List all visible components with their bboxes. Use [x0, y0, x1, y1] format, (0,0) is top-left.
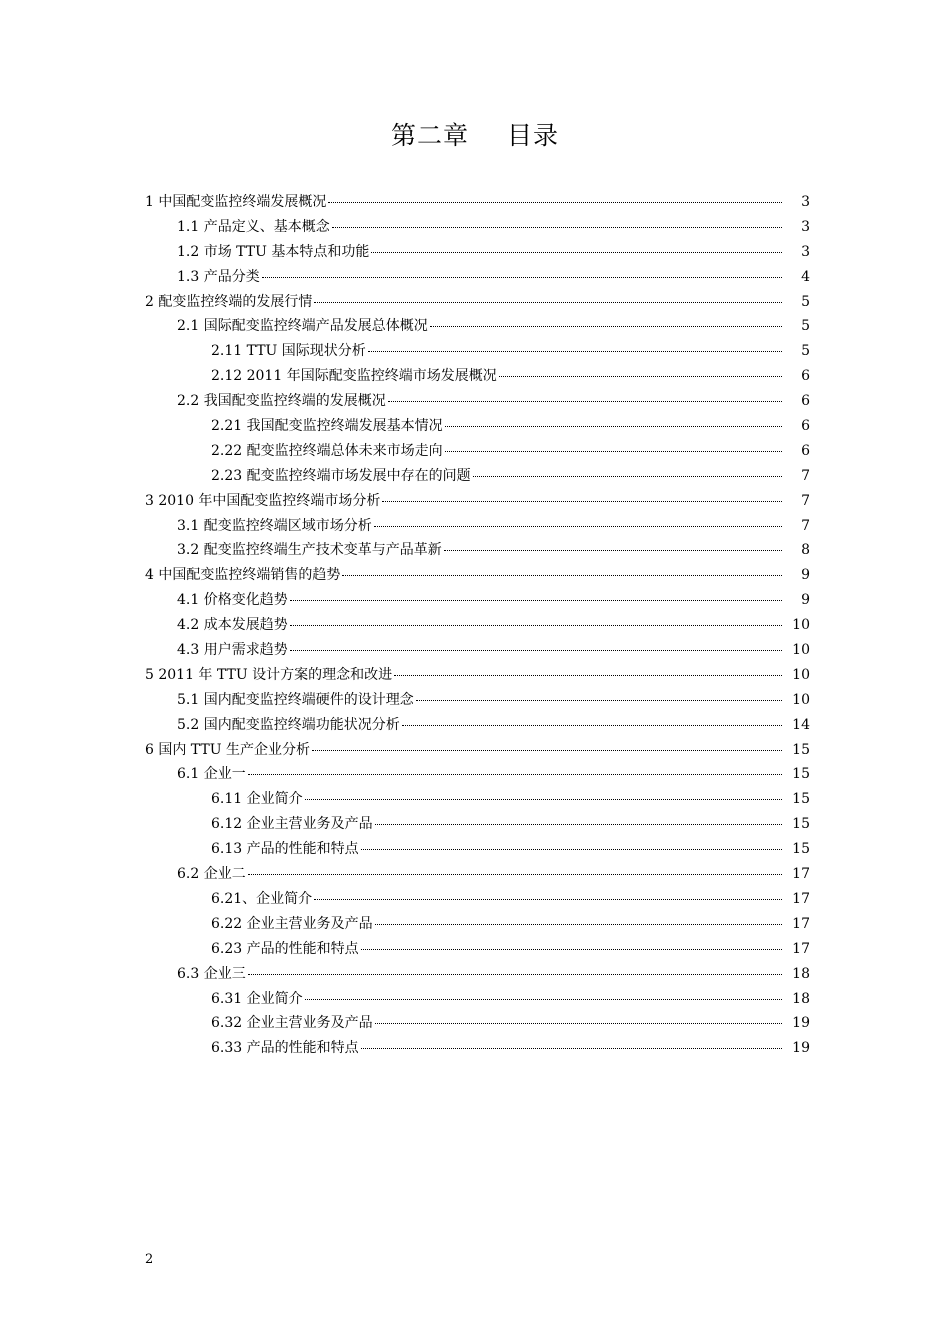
toc-entry-page: 9 [801, 567, 810, 584]
toc-entry-page: 5 [801, 318, 810, 335]
toc-entry-label: 1.3 产品分类 [177, 268, 260, 285]
toc-entry-label: 2.11 TTU 国际现状分析 [211, 343, 366, 360]
toc-entry-page: 18 [792, 965, 810, 982]
toc-entry-label: 2.21 我国配变监控终端发展基本情况 [211, 418, 443, 435]
toc-entry-page: 7 [801, 517, 810, 534]
toc-leader-dots [305, 799, 782, 800]
toc-entry[interactable] [145, 563, 810, 588]
toc-entry-page: 6 [801, 393, 810, 410]
toc-entry[interactable] [145, 514, 810, 539]
toc-entry-label: 6.12 企业主营业务及产品 [211, 816, 373, 833]
toc-entry-page: 7 [801, 492, 810, 509]
toc-entry-page: 10 [792, 642, 810, 659]
toc-leader-dots [388, 401, 782, 402]
toc-entry[interactable] [145, 314, 810, 339]
toc-entry-label: 5 2011 年 TTU 设计方案的理念和改进 [145, 666, 393, 683]
toc-entry-label: 6.33 产品的性能和特点 [211, 1040, 359, 1057]
toc-entry-label: 3.2 配变监控终端生产技术变革与产品革新 [177, 542, 442, 559]
toc-leader-dots [361, 949, 782, 950]
toc-entry-label: 3.1 配变监控终端区域市场分析 [177, 517, 372, 534]
toc-leader-dots [361, 1048, 782, 1049]
toc-entry-page: 10 [792, 617, 810, 634]
toc-entry[interactable] [145, 812, 810, 837]
toc-entry[interactable] [145, 489, 810, 514]
toc-entry-page: 19 [792, 1015, 810, 1032]
toc-entry[interactable] [145, 414, 810, 439]
toc-entry-page: 19 [792, 1040, 810, 1057]
toc-entry-page: 5 [801, 343, 810, 360]
toc-entry[interactable] [145, 937, 810, 962]
toc-entry-label: 6.22 企业主营业务及产品 [211, 915, 373, 932]
toc-entry-label: 2.22 配变监控终端总体未来市场走向 [211, 442, 443, 459]
toc-entry[interactable] [145, 439, 810, 464]
toc-leader-dots [361, 849, 782, 850]
toc-entry-label: 1 中国配变监控终端发展概况 [145, 194, 327, 210]
toc-entry[interactable] [145, 240, 810, 265]
toc-leader-dots [305, 999, 782, 1000]
toc-entry[interactable] [145, 339, 810, 364]
toc-entry-page: 17 [792, 866, 810, 883]
toc-entry-label: 3 2010 年中国配变监控终端市场分析 [145, 492, 381, 509]
toc-leader-dots [314, 302, 782, 303]
toc-leader-dots [445, 426, 782, 427]
toc-leader-dots [262, 277, 782, 278]
toc-entry-label: 4.2 成本发展趋势 [177, 617, 288, 634]
toc-leader-dots [368, 351, 782, 352]
toc-entry-label: 6.31 企业简介 [211, 990, 303, 1007]
toc-entry-page: 4 [801, 268, 810, 285]
toc-leader-dots [248, 774, 782, 775]
toc-entry-label: 2.1 国际配变监控终端产品发展总体概况 [177, 318, 428, 335]
toc-entry[interactable] [145, 987, 810, 1012]
toc-entry[interactable] [145, 887, 810, 912]
toc-entry-page: 15 [792, 816, 810, 833]
toc-leader-dots [416, 700, 782, 701]
toc-entry[interactable] [145, 713, 810, 738]
toc-leader-dots [290, 650, 782, 651]
toc-entry[interactable] [145, 613, 810, 638]
toc-entry-page: 17 [792, 890, 810, 907]
toc-leader-dots [374, 526, 782, 527]
toc-entry-label: 5.1 国内配变监控终端硬件的设计理念 [177, 691, 414, 708]
toc-entry-page: 18 [792, 990, 810, 1007]
toc-entry-label: 6.2 企业二 [177, 866, 246, 883]
toc-entry-label: 2.23 配变监控终端市场发展中存在的问题 [211, 467, 471, 484]
toc-entry[interactable] [145, 638, 810, 663]
toc-leader-dots [499, 376, 782, 377]
toc-entry-label: 6.13 产品的性能和特点 [211, 841, 359, 858]
toc-entry-page: 7 [801, 467, 810, 484]
toc-entry-page: 14 [792, 716, 810, 733]
toc-entry-page: 15 [792, 841, 810, 858]
toc-entry-page: 3 [801, 243, 810, 260]
toc-entry[interactable] [145, 265, 810, 290]
toc-entry-label: 6 国内 TTU 生产企业分析 [145, 741, 310, 758]
toc-entry[interactable] [145, 1011, 810, 1036]
toc-entry[interactable] [145, 190, 810, 215]
toc-leader-dots [248, 974, 782, 975]
toc-entry-label: 4.3 用户需求趋势 [177, 642, 288, 659]
toc-entry-label: 6.21、企业简介 [211, 890, 313, 907]
toc-entry-label: 6.23 产品的性能和特点 [211, 940, 359, 957]
toc-entry[interactable] [145, 663, 810, 688]
toc-entry[interactable] [145, 389, 810, 414]
toc-entry-label: 6.11 企业简介 [211, 791, 303, 808]
toc-entry[interactable] [145, 588, 810, 613]
toc-leader-dots [342, 575, 782, 576]
toc-entry-label: 6.32 企业主营业务及产品 [211, 1015, 373, 1032]
toc-leader-dots [394, 675, 782, 676]
toc-entry[interactable] [145, 962, 810, 987]
toc-entry-label: 2.2 我国配变监控终端的发展概况 [177, 393, 386, 410]
toc-leader-dots [290, 600, 782, 601]
toc-leader-dots [314, 899, 782, 900]
toc-leader-dots [444, 550, 782, 551]
toc-entry-page: 15 [792, 741, 810, 758]
table-of-contents [145, 190, 810, 1061]
toc-entry-label: 2.12 2011 年国际配变监控终端市场发展概况 [211, 368, 497, 385]
toc-leader-dots [382, 501, 782, 502]
page-number: 2 [145, 1252, 154, 1267]
toc-entry-page: 6 [801, 418, 810, 435]
toc-entry[interactable] [145, 215, 810, 240]
toc-entry-label: 2 配变监控终端的发展行情 [145, 293, 313, 310]
toc-entry-page: 6 [801, 368, 810, 385]
toc-leader-dots [375, 924, 782, 925]
toc-entry-page: 6 [801, 442, 810, 459]
toc-leader-dots [473, 476, 782, 477]
toc-leader-dots [430, 326, 782, 327]
toc-entry-page: 10 [792, 666, 810, 683]
toc-entry[interactable] [145, 787, 810, 812]
toc-leader-dots [375, 1023, 782, 1024]
toc-leader-dots [312, 750, 782, 751]
toc-entry-page: 5 [801, 293, 810, 310]
toc-entry-page: 17 [792, 915, 810, 932]
toc-leader-dots [328, 202, 782, 203]
toc-entry[interactable] [145, 538, 810, 563]
toc-leader-dots [445, 451, 782, 452]
toc-leader-dots [248, 874, 782, 875]
toc-entry-page: 15 [792, 791, 810, 808]
toc-entry-label: 4.1 价格变化趋势 [177, 592, 288, 609]
toc-leader-dots [375, 824, 782, 825]
page-title [0, 116, 950, 152]
toc-entry-page: 9 [801, 592, 810, 609]
toc-entry[interactable] [145, 912, 810, 937]
toc-entry[interactable] [145, 837, 810, 862]
toc-entry-label: 4 中国配变监控终端销售的趋势 [145, 567, 341, 584]
toc-entry[interactable] [145, 738, 810, 763]
toc-entry-page: 3 [801, 218, 810, 235]
toc-entry-page: 15 [792, 766, 810, 783]
toc-entry-page: 10 [792, 691, 810, 708]
toc-entry-label: 1.2 市场 TTU 基本特点和功能 [177, 243, 370, 260]
toc-leader-dots [402, 725, 782, 726]
toc-entry[interactable] [145, 862, 810, 887]
toc-entry[interactable] [145, 290, 810, 315]
toc-entry-page: 3 [801, 194, 810, 210]
toc-entry-label: 1.1 产品定义、基本概念 [177, 218, 330, 235]
toc-entry[interactable] [145, 464, 810, 489]
toc-leader-dots [371, 252, 782, 253]
toc-entry-label: 6.1 企业一 [177, 766, 246, 783]
toc-entry[interactable] [145, 364, 810, 389]
chapter-title: 目录 [507, 121, 560, 150]
toc-entry-page: 17 [792, 940, 810, 957]
toc-entry-page: 8 [801, 542, 810, 559]
chapter-label: 第二章 [390, 121, 469, 150]
toc-entry[interactable] [145, 1036, 810, 1061]
toc-entry-label: 6.3 企业三 [177, 965, 246, 982]
toc-leader-dots [290, 625, 782, 626]
toc-entry[interactable] [145, 688, 810, 713]
toc-leader-dots [332, 227, 782, 228]
toc-entry[interactable] [145, 762, 810, 787]
toc-entry-label: 5.2 国内配变监控终端功能状况分析 [177, 716, 400, 733]
